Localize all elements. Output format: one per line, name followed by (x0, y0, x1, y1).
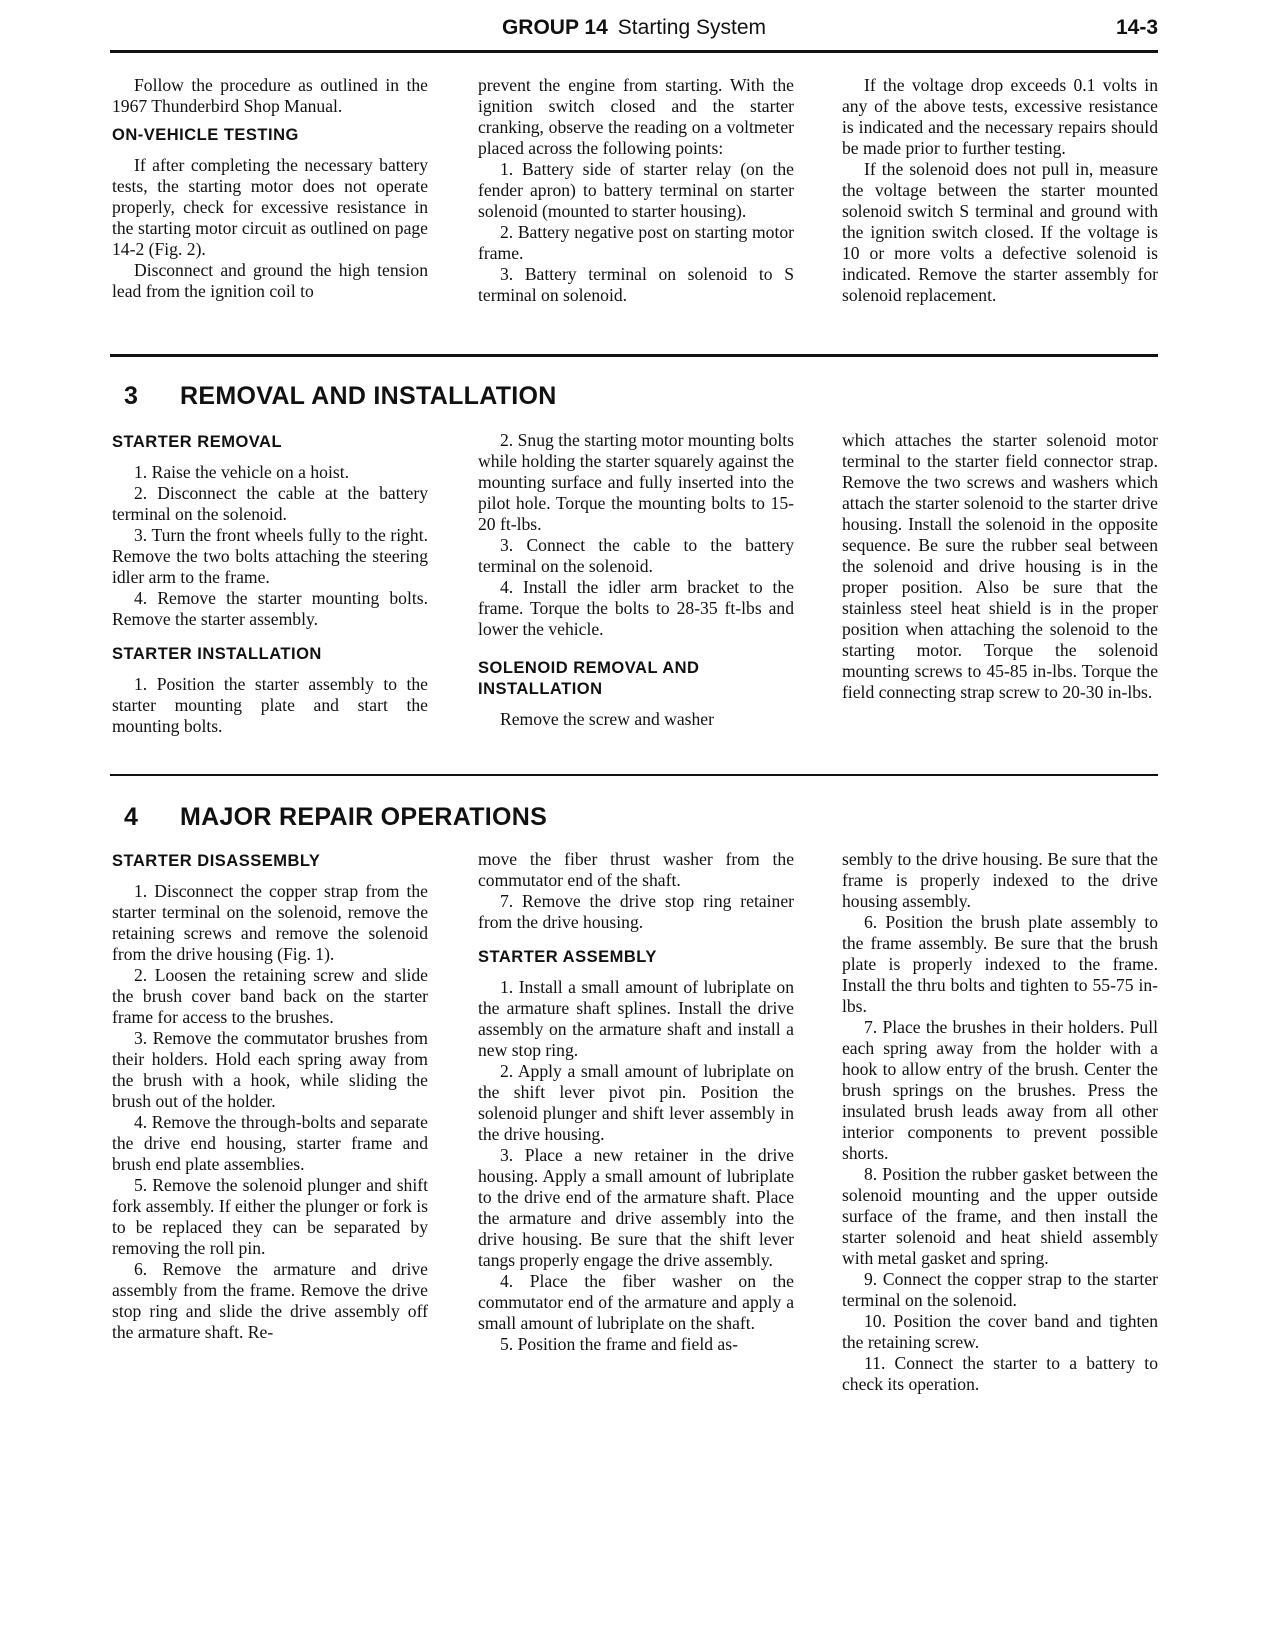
step: 1. Position the starter assembly to the starter mounting plate and start the mounting bolts. (112, 674, 428, 736)
top-column-1 (112, 75, 428, 302)
step: 3. Turn the front wheels fully to the right. Remove the two bolts attaching the steering idler arm to the frame. (112, 525, 428, 587)
section-number: 3 (124, 382, 139, 410)
paragraph: Disconnect and ground the high tension lead from the ignition coil to (112, 260, 428, 301)
step: 7. Place the brushes in their holders. Pull each spring away from the holder with a hook to allow entry of the brush. Center the brush springs on the brushes. Press the insulated brush leads away from all other interior components to prevent possible shorts. (842, 1017, 1158, 1163)
section-4-column-3 (842, 849, 1158, 1395)
paragraph: 3. Battery terminal on solenoid to S terminal on solenoid. (478, 264, 794, 305)
step: 6. Remove the armature and drive assembly from the frame. Remove the drive stop ring and slide the drive assembly off the armature shaft. Re- (112, 1259, 428, 1342)
step: 5. Remove the solenoid plunger and shift fork assembly. If either the plunger or fork is to be replaced they can be separated by removing the roll pin. (112, 1175, 428, 1258)
step: 3. Remove the commutator brushes from their holders. Hold each spring away from the brush with a hook, while sliding the brush out of the holder. (112, 1028, 428, 1111)
step: 10. Position the cover band and tighten the retaining screw. (842, 1311, 1158, 1352)
section-number: 4 (124, 803, 139, 831)
step: 3. Place a new retainer in the drive housing. Apply a small amount of lubriplate to the drive end of the armature shaft. Place the armature and drive assembly into the drive housing. Be sure that the shift lever tangs properly engage the drive assembly. (478, 1145, 794, 1270)
section-title: MAJOR REPAIR OPERATIONS (180, 803, 548, 831)
header-title (110, 16, 1158, 40)
step: 4. Remove the starter mounting bolts. Remove the starter assembly. (112, 588, 428, 629)
paragraph: Remove the screw and washer (500, 709, 714, 729)
step: 2. Loosen the retaining screw and slide the brush cover band back on the starter frame for access to the brushes. (112, 965, 428, 1027)
top-column-3 (842, 75, 1158, 306)
section-3-heading (124, 382, 557, 411)
step: 9. Connect the copper strap to the starter terminal on the solenoid. (842, 1269, 1158, 1310)
step: 5. Position the frame and field as- (500, 1334, 738, 1354)
step: 4. Remove the through-bolts and separate the drive end housing, starter frame and brush end plate assemblies. (112, 1112, 428, 1174)
step: 2. Disconnect the cable at the battery terminal on the solenoid. (112, 483, 428, 524)
section-3-column-1 (112, 430, 428, 737)
step: 11. Connect the starter to a battery to check its operation. (842, 1353, 1158, 1394)
group-label: GROUP 14 (501, 16, 608, 39)
paragraph: 2. Battery negative post on starting motor frame. (478, 222, 794, 263)
section-title: REMOVAL AND INSTALLATION (180, 382, 557, 410)
section-3-column-3 (842, 430, 1158, 703)
top-column-2 (478, 75, 794, 306)
paragraph: prevent the engine from starting. With the ignition switch closed and the starter cranking, observe the reading on a voltmeter placed across the following points: (478, 75, 794, 158)
paragraph: move the fiber thrust washer from the commutator end of the shaft. (478, 849, 794, 890)
section-4-heading (124, 803, 547, 832)
step: 6. Position the brush plate assembly to the frame assembly. Be sure that the brush plate is properly indexed to the frame. Install the thru bolts and tighten to 55-75 in-lbs. (842, 912, 1158, 1016)
subheading-starter-assembly: STARTER ASSEMBLY (478, 948, 657, 966)
section-4-column-2 (478, 849, 794, 1355)
subheading-on-vehicle-testing: ON-VEHICLE TESTING (112, 126, 299, 144)
chapter-title: Starting System (617, 16, 767, 39)
header-rule (110, 50, 1158, 53)
section-rule (110, 774, 1158, 776)
page-number: 14-3 (1115, 16, 1158, 39)
step: 8. Position the rubber gasket between the solenoid mounting and the upper outside surface of the frame, and then install the starter solenoid and heat shield assembly with metal gasket and spring. (842, 1164, 1158, 1268)
section-3-column-2 (478, 430, 794, 730)
paragraph: If the solenoid does not pull in, measure the voltage between the starter mounted solenoid switch S terminal and ground with the ignition switch closed. If the voltage is 10 or more volts a defective solenoid is indicated. Remove the starter assembly for solenoid replacement. (842, 159, 1158, 305)
step: 7. Remove the drive stop ring retainer from the drive housing. (478, 891, 794, 932)
paragraph: If the voltage drop exceeds 0.1 volts in any of the above tests, excessive resistance is indicated and the necessary repairs should be made prior to further testing. (842, 75, 1158, 158)
paragraph: 1. Battery side of starter relay (on the fender apron) to battery terminal on starter solenoid (mounted to starter housing). (478, 159, 794, 221)
subheading-starter-removal: STARTER REMOVAL (112, 433, 283, 451)
subheading-solenoid-removal: SOLENOID REMOVAL AND INSTALLATION (478, 659, 700, 698)
step: 1. Disconnect the copper strap from the starter terminal on the solenoid, remove the retaining screws and remove the solenoid from the drive housing (Fig. 1). (112, 881, 428, 964)
section-4-column-1 (112, 849, 428, 1343)
paragraph: sembly to the drive housing. Be sure that the frame is properly indexed to the drive housing assembly. (842, 849, 1158, 911)
subheading-starter-disassembly: STARTER DISASSEMBLY (112, 852, 321, 870)
page-header (110, 14, 1158, 50)
step: 4. Place the fiber washer on the commutator end of the armature and apply a small amount of lubriplate on the shaft. (478, 1271, 794, 1333)
step: 1. Install a small amount of lubriplate on the armature shaft splines. Install the drive assembly on the armature shaft and install a new stop ring. (478, 977, 794, 1060)
section-rule (110, 354, 1158, 357)
subheading-starter-installation: STARTER INSTALLATION (112, 645, 322, 663)
paragraph: If after completing the necessary battery tests, the starting motor does not operate properly, check for excessive resistance in the starting motor circuit as outlined on page 14-2 (Fig. 2). (112, 155, 428, 259)
step: 3. Connect the cable to the battery terminal on the solenoid. (478, 535, 794, 576)
step: 2. Snug the starting motor mounting bolts while holding the starter squarely against the mounting surface and fully inserted into the pilot hole. Torque the mounting bolts to 15-20 ft-lbs. (478, 430, 794, 534)
paragraph: Follow the procedure as outlined in the 1967 Thunderbird Shop Manual. (112, 75, 428, 116)
step: 4. Install the idler arm bracket to the frame. Torque the bolts to 28-35 ft-lbs and lower the vehicle. (478, 577, 794, 639)
step: 1. Raise the vehicle on a hoist. (134, 462, 349, 482)
paragraph: which attaches the starter solenoid motor terminal to the starter field connector strap. Remove the two screws and washers which attach the starter solenoid to the starter drive housing. Install the solenoid in the opposite sequence. Be sure the rubber seal between the solenoid and drive housing is in the proper position. Also be sure that the stainless steel heat shield is in the proper position when attaching the solenoid to the starting motor. Torque the solenoid mounting screws to 45-85 in-lbs. Torque the field connecting strap screw to 20-30 in-lbs. (842, 430, 1158, 702)
step: 2. Apply a small amount of lubriplate on the shift lever pivot pin. Position the solenoid plunger and shift lever assembly in the drive housing. (478, 1061, 794, 1144)
